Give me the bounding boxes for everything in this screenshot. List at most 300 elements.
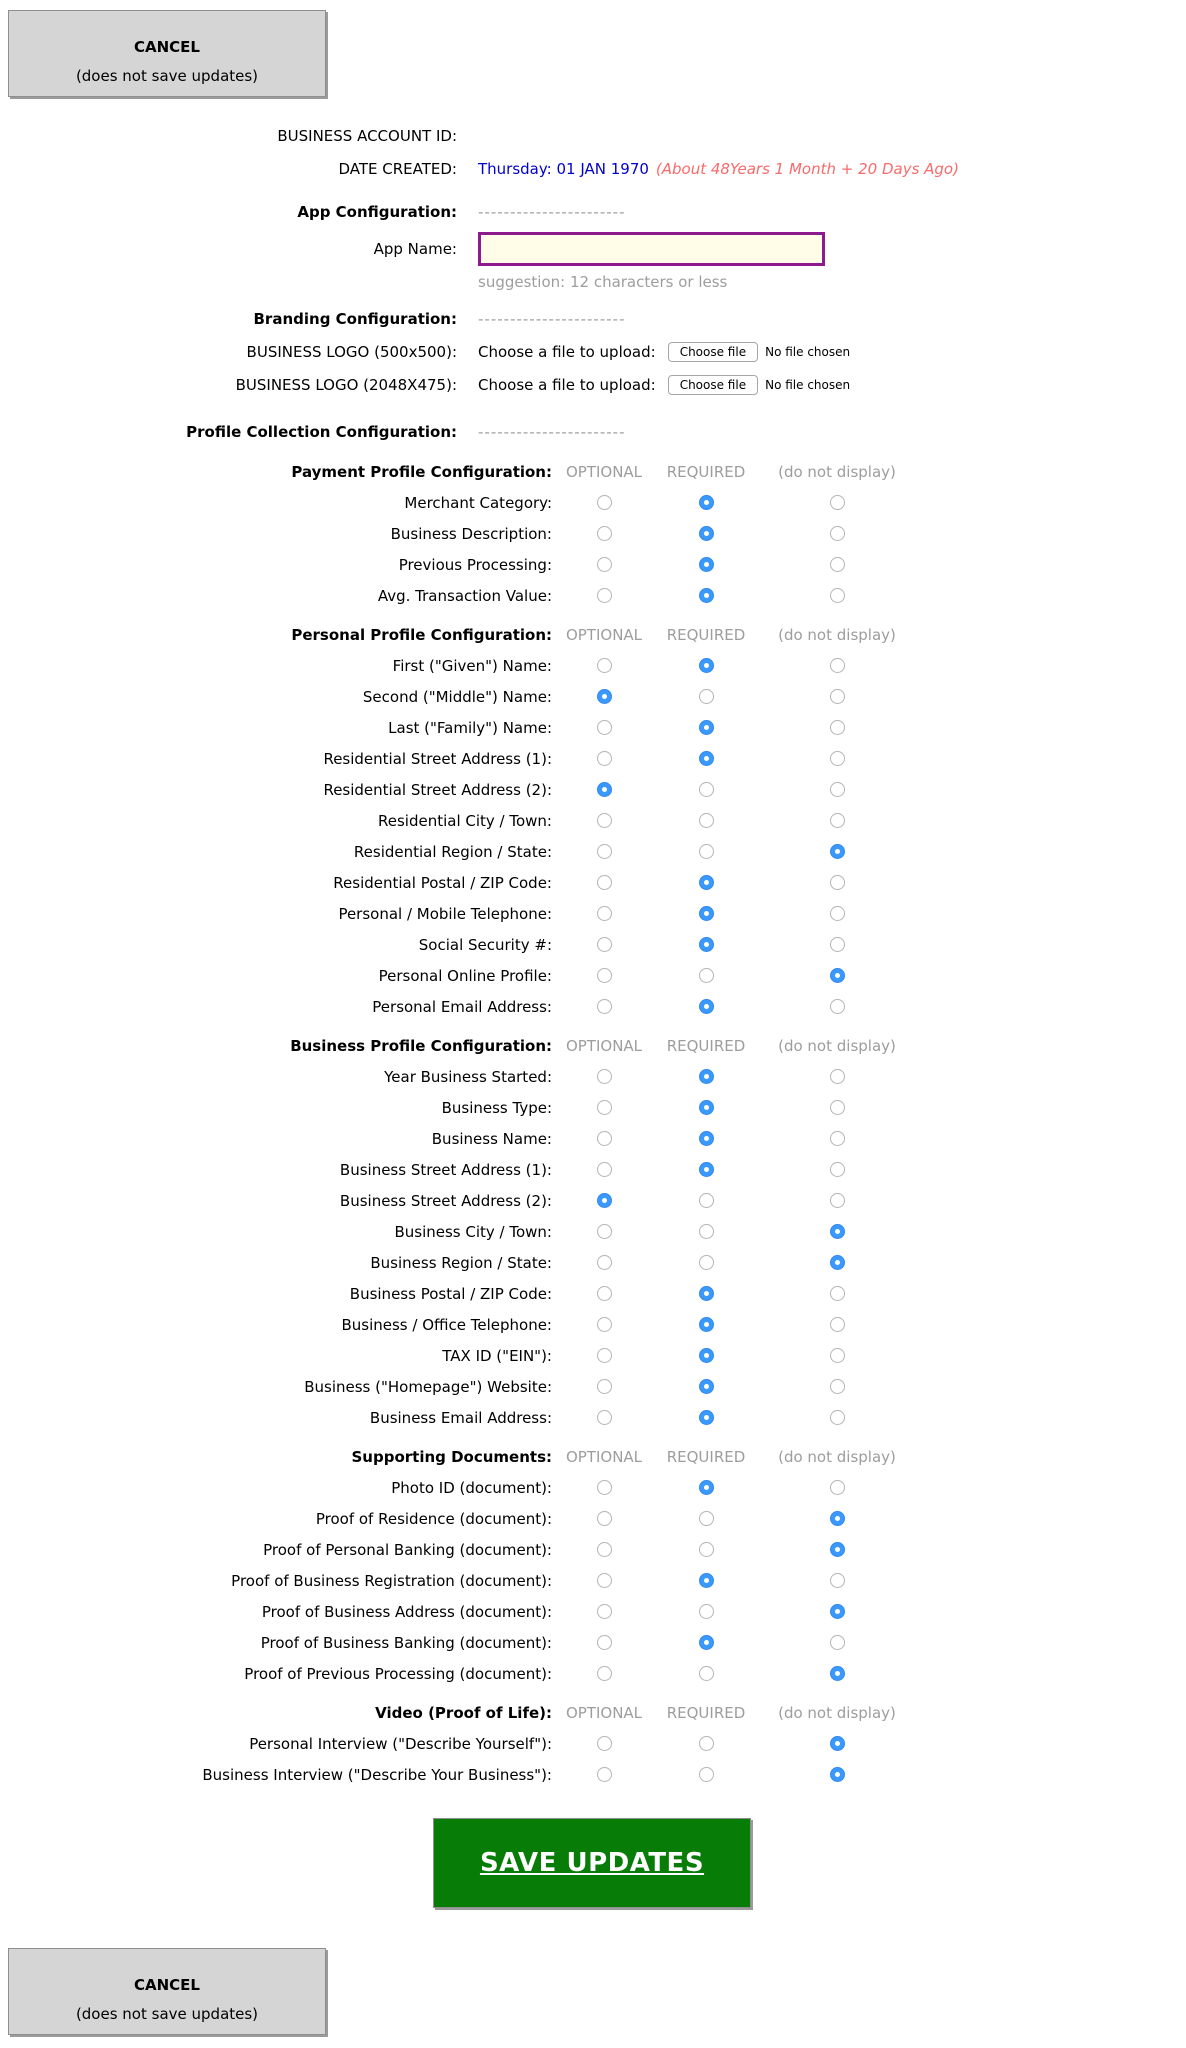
branding-configuration-header — [0, 302, 1186, 335]
radio-do_not_display[interactable] — [830, 689, 845, 704]
radio-do_not_display[interactable] — [830, 751, 845, 766]
config-cell-optional — [558, 875, 650, 890]
config-cell-do_not_display — [762, 1069, 912, 1084]
radio-required[interactable] — [699, 1480, 714, 1495]
radio-do_not_display[interactable] — [830, 526, 845, 541]
radio-do_not_display[interactable] — [830, 495, 845, 510]
config-cell-do_not_display — [762, 1286, 912, 1301]
config-cell-required — [650, 906, 762, 921]
config-cell-do_not_display — [762, 1410, 912, 1425]
config-section-title: Payment Profile Configuration: — [291, 462, 552, 481]
config-cell-do_not_display — [762, 751, 912, 766]
config-cell-do_not_display — [762, 844, 912, 859]
config-cell-optional — [558, 1604, 650, 1619]
config-section-title: Video (Proof of Life): — [375, 1703, 552, 1722]
config-row-label: Business Street Address (1): — [339, 1160, 552, 1179]
radio-required[interactable] — [699, 1100, 714, 1115]
app-name-input[interactable] — [478, 232, 825, 266]
radio-do_not_display[interactable] — [830, 720, 845, 735]
config-cell-optional — [558, 1317, 650, 1332]
radio-do_not_display[interactable] — [830, 1573, 845, 1588]
radio-required[interactable] — [699, 906, 714, 921]
config-row-label: First ("Given") Name: — [392, 656, 552, 675]
radio-optional[interactable] — [597, 999, 612, 1014]
logo-2048-choose-file-button[interactable]: Choose file — [668, 375, 758, 395]
config-cell-do_not_display — [762, 1317, 912, 1332]
radio-do_not_display[interactable] — [830, 1511, 845, 1526]
config-cell-required — [650, 1666, 762, 1681]
config-row-label: Business / Office Telephone: — [341, 1315, 552, 1334]
app-configuration-dashes: ----------------------- — [478, 202, 626, 221]
column-header-do_not_display: (do not display) — [778, 1447, 896, 1466]
radio-required[interactable] — [699, 1767, 714, 1782]
logo-500-choose-file-button[interactable]: Choose file — [668, 342, 758, 362]
radio-required[interactable] — [699, 1069, 714, 1084]
config-cell-do_not_display — [762, 689, 912, 704]
config-cell-optional — [558, 588, 650, 603]
column-header-required: REQUIRED — [666, 1703, 746, 1722]
config-cell-required — [650, 588, 762, 603]
config-cell-optional — [558, 782, 650, 797]
config-row-label: Proof of Previous Processing (document): — [244, 1664, 552, 1683]
config-cell-optional — [558, 999, 650, 1014]
app-configuration-header — [0, 195, 1186, 228]
radio-optional[interactable] — [597, 813, 612, 828]
radio-do_not_display[interactable] — [830, 1767, 845, 1782]
config-cell-required — [650, 1635, 762, 1650]
radio-do_not_display[interactable] — [830, 557, 845, 572]
radio-do_not_display[interactable] — [830, 1224, 845, 1239]
profile-collection-header — [0, 415, 1186, 448]
config-cell-optional — [558, 720, 650, 735]
config-cell-required — [650, 968, 762, 983]
config-row-label: Business ("Homepage") Website: — [304, 1377, 552, 1396]
config-cell-required — [650, 1511, 762, 1526]
radio-do_not_display[interactable] — [830, 1193, 845, 1208]
config-cell-do_not_display — [762, 1255, 912, 1270]
config-row-label: Residential Street Address (2): — [323, 780, 552, 799]
radio-required[interactable] — [699, 999, 714, 1014]
radio-required[interactable] — [699, 1131, 714, 1146]
radio-optional[interactable] — [597, 906, 612, 921]
config-cell-required — [650, 557, 762, 572]
radio-do_not_display[interactable] — [830, 1480, 845, 1495]
logo-500-file-status: No file chosen — [765, 344, 851, 359]
radio-optional[interactable] — [597, 1317, 612, 1332]
radio-do_not_display[interactable] — [830, 658, 845, 673]
config-cell-do_not_display — [762, 813, 912, 828]
radio-do_not_display[interactable] — [830, 1131, 845, 1146]
config-cell-optional — [558, 526, 650, 541]
business-account-id-row — [0, 119, 1186, 152]
config-row-label: Business Region / State: — [370, 1253, 552, 1272]
radio-optional[interactable] — [597, 689, 612, 704]
radio-required[interactable] — [699, 495, 714, 510]
config-cell-required — [650, 1224, 762, 1239]
config-cell-optional — [558, 1255, 650, 1270]
config-row-label: Photo ID (document): — [391, 1478, 552, 1497]
config-cell-do_not_display — [762, 1573, 912, 1588]
config-cell-optional — [558, 968, 650, 983]
config-cell-do_not_display — [762, 1767, 912, 1782]
radio-optional[interactable] — [597, 1635, 612, 1650]
logo-2048-label: BUSINESS LOGO (2048X475): — [235, 375, 457, 394]
config-cell-required — [650, 1348, 762, 1363]
radio-do_not_display[interactable] — [830, 1604, 845, 1619]
config-cell-required — [650, 689, 762, 704]
config-cell-required — [650, 1767, 762, 1782]
config-section-title: Personal Profile Configuration: — [291, 625, 552, 644]
config-cell-optional — [558, 906, 650, 921]
radio-required[interactable] — [699, 1193, 714, 1208]
radio-required[interactable] — [699, 1736, 714, 1751]
config-cell-optional — [558, 1162, 650, 1177]
radio-required[interactable] — [699, 1666, 714, 1681]
config-cell-required — [650, 1379, 762, 1394]
config-cell-optional — [558, 1193, 650, 1208]
config-section-title: Business Profile Configuration: — [290, 1036, 552, 1055]
config-cell-optional — [558, 1573, 650, 1588]
config-cell-required — [650, 844, 762, 859]
config-row-label: Proof of Business Address (document): — [261, 1602, 552, 1621]
config-row-label: Year Business Started: — [384, 1067, 552, 1086]
config-section — [0, 456, 1186, 611]
config-cell-do_not_display — [762, 1100, 912, 1115]
date-created-value: Thursday: 01 JAN 1970 — [478, 159, 649, 178]
config-cell-required — [650, 1069, 762, 1084]
cancel-button-bottom[interactable] — [8, 1948, 326, 2035]
app-name-suggestion-row — [0, 270, 1186, 294]
radio-optional[interactable] — [597, 1666, 612, 1681]
config-section — [0, 1441, 1186, 1689]
radio-do_not_display[interactable] — [830, 1736, 845, 1751]
config-cell-required — [650, 1193, 762, 1208]
radio-optional[interactable] — [597, 844, 612, 859]
radio-optional[interactable] — [597, 1100, 612, 1115]
config-cell-optional — [558, 937, 650, 952]
radio-optional[interactable] — [597, 1410, 612, 1425]
config-cell-optional — [558, 1542, 650, 1557]
config-cell-optional — [558, 1480, 650, 1495]
profile-collection-title: Profile Collection Configuration: — [186, 422, 457, 441]
radio-required[interactable] — [699, 1410, 714, 1425]
radio-optional[interactable] — [597, 1162, 612, 1177]
config-cell-do_not_display — [762, 1604, 912, 1619]
column-header-optional: OPTIONAL — [565, 1447, 643, 1466]
cancel-button-label: CANCEL — [134, 37, 200, 56]
logo-2048-prompt: Choose a file to upload: — [478, 375, 656, 394]
radio-required[interactable] — [699, 1635, 714, 1650]
column-header-do_not_display: (do not display) — [778, 625, 896, 644]
config-section — [0, 619, 1186, 1022]
config-cell-do_not_display — [762, 875, 912, 890]
config-section-title: Supporting Documents: — [351, 1447, 552, 1466]
config-cell-required — [650, 1604, 762, 1619]
radio-required[interactable] — [699, 1162, 714, 1177]
radio-optional[interactable] — [597, 1511, 612, 1526]
radio-optional[interactable] — [597, 968, 612, 983]
config-cell-optional — [558, 1131, 650, 1146]
radio-do_not_display[interactable] — [830, 937, 845, 952]
radio-optional[interactable] — [597, 782, 612, 797]
branding-configuration-dashes: ----------------------- — [478, 309, 626, 328]
config-cell-optional — [558, 1635, 650, 1650]
radio-required[interactable] — [699, 1224, 714, 1239]
radio-required[interactable] — [699, 875, 714, 890]
radio-required[interactable] — [699, 526, 714, 541]
config-cell-required — [650, 1131, 762, 1146]
radio-required[interactable] — [699, 1542, 714, 1557]
radio-optional[interactable] — [597, 1286, 612, 1301]
config-cell-optional — [558, 1069, 650, 1084]
radio-optional[interactable] — [597, 720, 612, 735]
radio-optional[interactable] — [597, 557, 612, 572]
radio-do_not_display[interactable] — [830, 1162, 845, 1177]
column-header-required: REQUIRED — [666, 1447, 746, 1466]
date-created-relative: (About 48Years 1 Month + 20 Days Ago) — [655, 159, 959, 178]
config-cell-required — [650, 720, 762, 735]
config-cell-optional — [558, 751, 650, 766]
config-row-label: Avg. Transaction Value: — [377, 586, 552, 605]
radio-do_not_display[interactable] — [830, 1255, 845, 1270]
config-cell-required — [650, 999, 762, 1014]
radio-optional[interactable] — [597, 875, 612, 890]
config-row-label: Personal / Mobile Telephone: — [338, 904, 552, 923]
radio-optional[interactable] — [597, 1736, 612, 1751]
config-row-label: Previous Processing: — [398, 555, 552, 574]
radio-required[interactable] — [699, 1604, 714, 1619]
config-row-label: Business Type: — [441, 1098, 552, 1117]
column-header-required: REQUIRED — [666, 462, 746, 481]
radio-do_not_display[interactable] — [830, 1635, 845, 1650]
app-name-label: App Name: — [373, 240, 457, 258]
config-cell-required — [650, 1480, 762, 1495]
config-cell-do_not_display — [762, 1131, 912, 1146]
radio-required[interactable] — [699, 588, 714, 603]
config-cell-do_not_display — [762, 1635, 912, 1650]
config-cell-do_not_display — [762, 720, 912, 735]
config-section — [0, 1697, 1186, 1790]
config-row-label: Proof of Business Banking (document): — [260, 1633, 552, 1652]
config-row-label: Personal Online Profile: — [378, 966, 552, 985]
config-cell-required — [650, 782, 762, 797]
config-cell-optional — [558, 1767, 650, 1782]
radio-required[interactable] — [699, 1573, 714, 1588]
config-cell-do_not_display — [762, 999, 912, 1014]
config-cell-do_not_display — [762, 1736, 912, 1751]
config-cell-optional — [558, 1736, 650, 1751]
radio-do_not_display[interactable] — [830, 875, 845, 890]
radio-optional[interactable] — [597, 1767, 612, 1782]
config-cell-required — [650, 1573, 762, 1588]
profile-collection-dashes: ----------------------- — [478, 422, 626, 441]
radio-optional[interactable] — [597, 1255, 612, 1270]
radio-required[interactable] — [699, 658, 714, 673]
config-cell-required — [650, 875, 762, 890]
radio-do_not_display[interactable] — [830, 968, 845, 983]
radio-optional[interactable] — [597, 658, 612, 673]
radio-do_not_display[interactable] — [830, 1317, 845, 1332]
logo-500-row — [0, 335, 1186, 368]
config-cell-required — [650, 1162, 762, 1177]
radio-optional[interactable] — [597, 1131, 612, 1146]
config-row-label: Business Street Address (2): — [339, 1191, 552, 1210]
config-cell-do_not_display — [762, 557, 912, 572]
config-cell-optional — [558, 1348, 650, 1363]
radio-do_not_display[interactable] — [830, 906, 845, 921]
logo-500-prompt: Choose a file to upload: — [478, 342, 656, 361]
radio-required[interactable] — [699, 1255, 714, 1270]
radio-required[interactable] — [699, 937, 714, 952]
radio-do_not_display[interactable] — [830, 1379, 845, 1394]
app-name-suggestion: suggestion: 12 characters or less — [478, 273, 728, 291]
config-cell-required — [650, 1410, 762, 1425]
config-row-label: Business Description: — [390, 524, 552, 543]
radio-optional[interactable] — [597, 1480, 612, 1495]
config-row-label: Business Interview ("Describe Your Business"): — [202, 1765, 552, 1784]
radio-optional[interactable] — [597, 751, 612, 766]
cancel-button-sublabel: (does not save updates) — [75, 2004, 259, 2023]
column-header-optional: OPTIONAL — [565, 625, 643, 644]
radio-optional[interactable] — [597, 1069, 612, 1084]
column-header-optional: OPTIONAL — [565, 462, 643, 481]
cancel-button-sublabel: (does not save updates) — [75, 66, 259, 85]
column-header-required: REQUIRED — [666, 1036, 746, 1055]
radio-do_not_display[interactable] — [830, 1542, 845, 1557]
config-cell-optional — [558, 495, 650, 510]
radio-optional[interactable] — [597, 1224, 612, 1239]
radio-optional[interactable] — [597, 526, 612, 541]
config-cell-optional — [558, 813, 650, 828]
config-row-label: Residential Street Address (1): — [323, 749, 552, 768]
radio-optional[interactable] — [597, 1573, 612, 1588]
branding-configuration-title: Branding Configuration: — [253, 309, 457, 328]
config-row-label: Business Email Address: — [369, 1408, 552, 1427]
radio-required[interactable] — [699, 968, 714, 983]
date-created-label: DATE CREATED: — [338, 159, 457, 178]
config-cell-required — [650, 495, 762, 510]
config-row-label: Second ("Middle") Name: — [362, 687, 552, 706]
radio-optional[interactable] — [597, 1193, 612, 1208]
config-cell-required — [650, 1317, 762, 1332]
radio-required[interactable] — [699, 813, 714, 828]
radio-do_not_display[interactable] — [830, 844, 845, 859]
config-cell-do_not_display — [762, 906, 912, 921]
config-row-label: Proof of Business Registration (document): — [231, 1571, 552, 1590]
radio-optional[interactable] — [597, 1379, 612, 1394]
radio-required[interactable] — [699, 1348, 714, 1363]
config-row-label: TAX ID ("EIN"): — [442, 1346, 552, 1365]
config-cell-do_not_display — [762, 782, 912, 797]
config-cell-required — [650, 1736, 762, 1751]
config-cell-do_not_display — [762, 968, 912, 983]
config-row-label: Residential Postal / ZIP Code: — [333, 873, 552, 892]
app-name-row — [0, 228, 1186, 270]
radio-do_not_display[interactable] — [830, 1286, 845, 1301]
config-section — [0, 1030, 1186, 1433]
config-row-label: Residential Region / State: — [353, 842, 552, 861]
save-updates-button[interactable]: SAVE UPDATES — [433, 1818, 751, 1908]
radio-required[interactable] — [699, 1286, 714, 1301]
radio-optional[interactable] — [597, 937, 612, 952]
radio-do_not_display[interactable] — [830, 1410, 845, 1425]
config-cell-optional — [558, 1100, 650, 1115]
column-header-optional: OPTIONAL — [565, 1036, 643, 1055]
radio-optional[interactable] — [597, 588, 612, 603]
config-row-label: Residential City / Town: — [377, 811, 552, 830]
logo-500-label: BUSINESS LOGO (500x500): — [246, 342, 457, 361]
config-cell-do_not_display — [762, 937, 912, 952]
column-header-do_not_display: (do not display) — [778, 1703, 896, 1722]
config-cell-do_not_display — [762, 1379, 912, 1394]
radio-optional[interactable] — [597, 495, 612, 510]
config-row-label: Proof of Personal Banking (document): — [263, 1540, 552, 1559]
radio-optional[interactable] — [597, 1604, 612, 1619]
config-cell-do_not_display — [762, 588, 912, 603]
radio-do_not_display[interactable] — [830, 1666, 845, 1681]
radio-optional[interactable] — [597, 1348, 612, 1363]
config-cell-optional — [558, 658, 650, 673]
config-cell-do_not_display — [762, 1511, 912, 1526]
config-row-label: Business Postal / ZIP Code: — [349, 1284, 552, 1303]
column-header-do_not_display: (do not display) — [778, 1036, 896, 1055]
config-cell-required — [650, 1100, 762, 1115]
config-cell-required — [650, 1542, 762, 1557]
config-row-label: Last ("Family") Name: — [388, 718, 552, 737]
radio-do_not_display[interactable] — [830, 1100, 845, 1115]
config-row-label: Social Security #: — [418, 935, 552, 954]
config-row-label: Merchant Category: — [404, 493, 552, 512]
config-cell-required — [650, 1255, 762, 1270]
radio-do_not_display[interactable] — [830, 588, 845, 603]
logo-2048-row — [0, 368, 1186, 401]
config-cell-optional — [558, 557, 650, 572]
config-cell-do_not_display — [762, 658, 912, 673]
radio-required[interactable] — [699, 720, 714, 735]
radio-do_not_display[interactable] — [830, 1348, 845, 1363]
config-cell-optional — [558, 1286, 650, 1301]
config-cell-required — [650, 526, 762, 541]
radio-required[interactable] — [699, 1379, 714, 1394]
config-cell-optional — [558, 1379, 650, 1394]
radio-required[interactable] — [699, 1511, 714, 1526]
app-configuration-title: App Configuration: — [297, 202, 457, 221]
config-cell-do_not_display — [762, 1224, 912, 1239]
config-cell-optional — [558, 844, 650, 859]
column-header-optional: OPTIONAL — [565, 1703, 643, 1722]
radio-required[interactable] — [699, 782, 714, 797]
radio-do_not_display[interactable] — [830, 1069, 845, 1084]
radio-do_not_display[interactable] — [830, 782, 845, 797]
radio-required[interactable] — [699, 1317, 714, 1332]
radio-required[interactable] — [699, 689, 714, 704]
radio-optional[interactable] — [597, 1542, 612, 1557]
config-cell-do_not_display — [762, 1348, 912, 1363]
radio-required[interactable] — [699, 557, 714, 572]
cancel-button-top[interactable] — [8, 10, 326, 97]
config-cell-optional — [558, 1224, 650, 1239]
date-created-row — [0, 152, 1186, 185]
radio-required[interactable] — [699, 844, 714, 859]
radio-do_not_display[interactable] — [830, 813, 845, 828]
config-row-label: Business Name: — [431, 1129, 552, 1148]
business-account-id-label: BUSINESS ACCOUNT ID: — [277, 126, 457, 145]
config-row-label: Personal Interview ("Describe Yourself"): — [249, 1734, 552, 1753]
account-form — [0, 119, 1186, 448]
radio-do_not_display[interactable] — [830, 999, 845, 1014]
config-cell-do_not_display — [762, 1666, 912, 1681]
radio-required[interactable] — [699, 751, 714, 766]
